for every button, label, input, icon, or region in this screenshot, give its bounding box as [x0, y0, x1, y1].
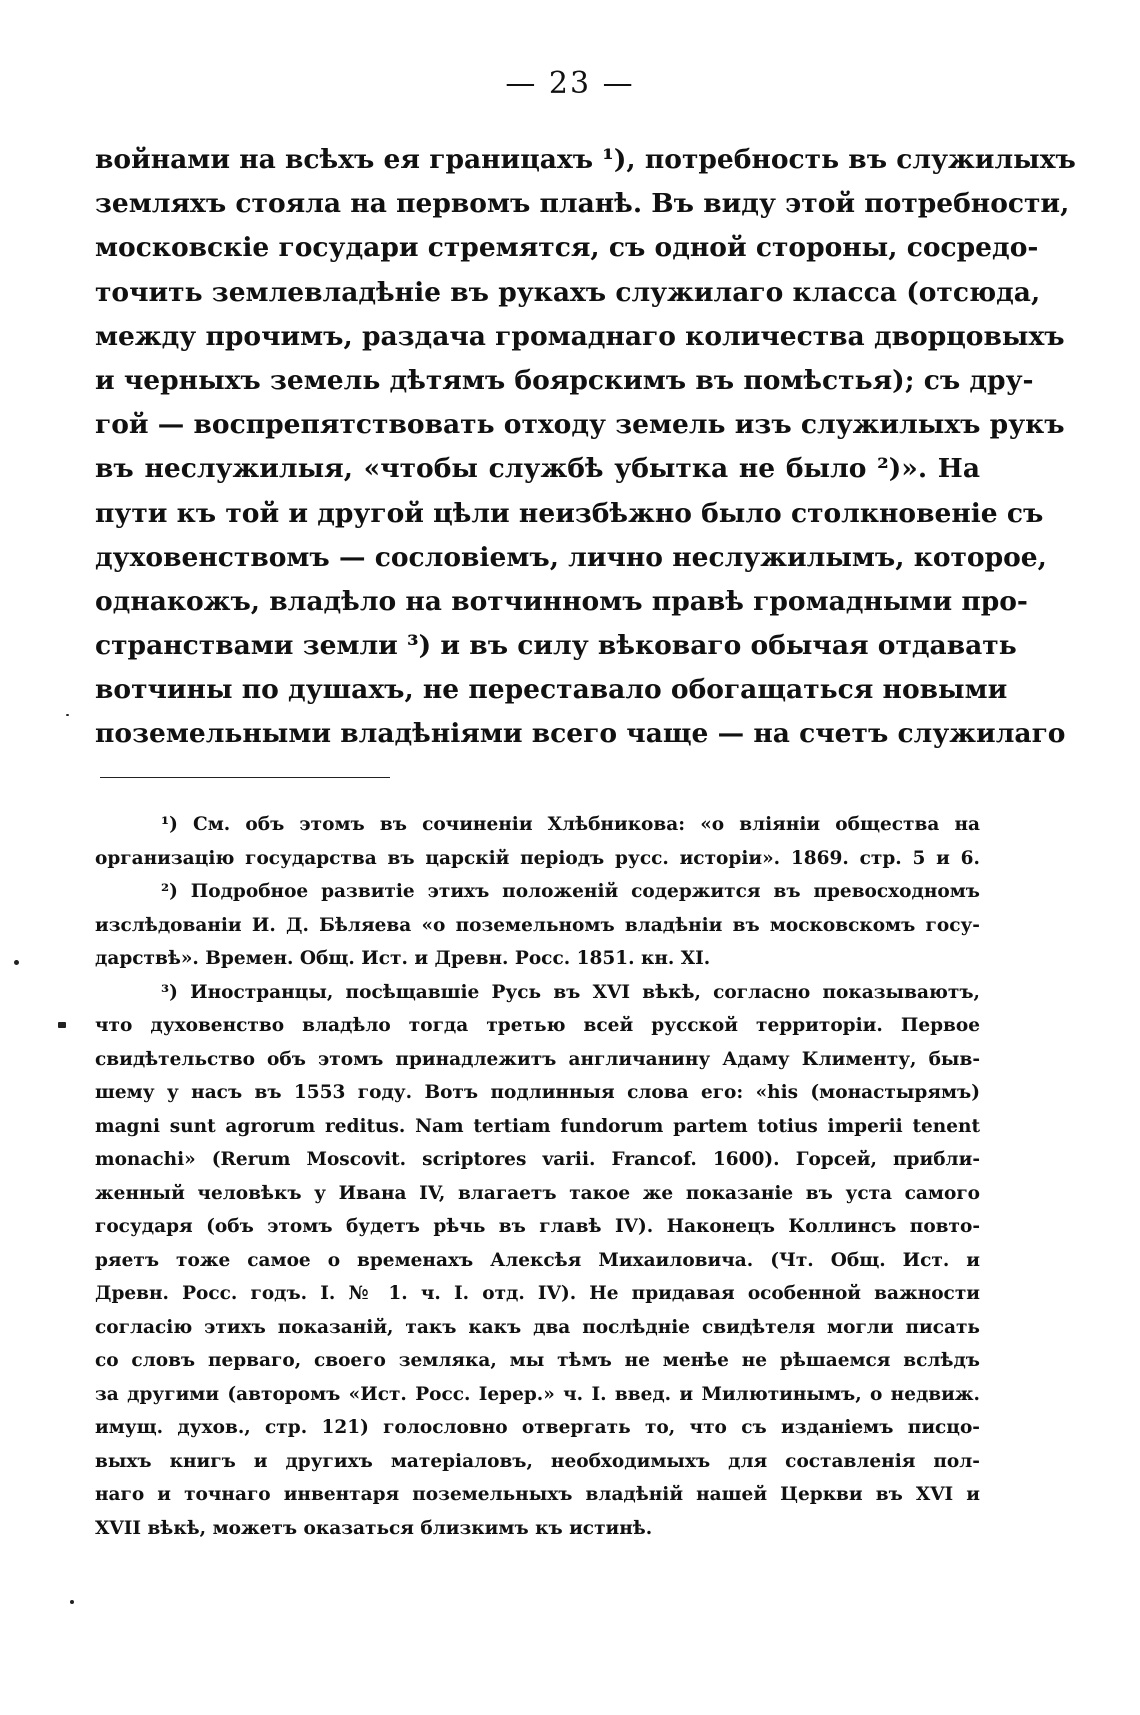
footnote-3-line: имущ. духов., стр. 121) голословно отвергать то, что съ изданіемъ писцо- — [95, 1417, 980, 1438]
footnote-3-line: monachi» (Rerum Moscovit. scriptores varii. Francof. 1600). Горсей, прибли- — [95, 1149, 980, 1170]
main-text-line: и черныхъ земель дѣтямъ боярскимъ въ помѣстья); съ дру- — [95, 364, 1034, 396]
footnote-3-line: что духовенство владѣло тогда третью всей русской территоріи. Первое — [95, 1015, 980, 1036]
footnote-separator-rule — [100, 777, 390, 778]
footnote-3-line: Древн. Росс. годъ. I. № 1. ч. I. отд. IV). Не придавая особенной важности — [95, 1283, 980, 1304]
main-text-line: московскіе государи стремятся, съ одной стороны, сосредо- — [95, 232, 1039, 264]
main-text-line: духовенствомъ — сословіемъ, лично неслужилымъ, которое, — [95, 541, 1047, 573]
footnote-2-line: ²) Подробное развитіе этихъ положеній содержится въ превосходномъ — [161, 881, 980, 902]
footnote-3-line: женный человѣкъ у Ивана IV, влагаетъ такое же показаніе въ уста самого — [95, 1182, 980, 1204]
main-text-line: гой — воспрепятствовать отходу земель изъ служилыхъ рукъ — [95, 409, 1065, 441]
footnote-2-line: изслѣдованіи И. Д. Бѣляева «о поземельномъ владѣніи въ московскомъ госу- — [95, 914, 980, 936]
footnote-3-line: ряетъ тоже самое о временахъ Алексѣя Михаиловича. (Чт. Общ. Ист. и — [95, 1249, 980, 1271]
main-text-line: въ неслужилыя, «чтобы службѣ убытка не было ²)». На — [95, 453, 980, 485]
main-text-line: однакожъ, владѣло на вотчинномъ правѣ громадными про- — [95, 585, 1028, 617]
main-text-line: вотчины по душахъ, не переставало обогащаться новыми — [95, 674, 1008, 706]
main-text-line: странствами земли ³) и въ силу вѣковаго обычая отдавать — [95, 630, 1017, 662]
footnote-3-line: шему у насъ въ 1553 году. Вотъ подлинныя слова его: «his (монастырямъ) — [95, 1082, 980, 1103]
footnote-1-line: организацію государства въ царскій періодъ русс. исторіи». 1869. стр. 5 и 6. — [95, 847, 980, 869]
main-text-line: между прочимъ, раздача громаднаго количества дворцовыхъ — [95, 320, 1065, 352]
main-text-block — [95, 138, 1076, 757]
footnote-3-line: государя (объ этомъ будетъ рѣчь въ главѣ IV). Наконецъ Коллинсъ повто- — [95, 1216, 980, 1237]
scan-speck — [14, 960, 19, 965]
main-text-line: пути къ той и другой цѣли неизбѣжно было столкновеніе съ — [95, 497, 1044, 529]
scan-speck — [70, 1600, 74, 1604]
footnote-1-line: ¹) См. объ этомъ въ сочиненіи Хлѣбникова: «о вліяніи общества на — [161, 814, 980, 835]
footnote-3-line: за другими (авторомъ «Ист. Росс. Iерер.» ч. I. введ. и Милютинымъ, о недвиж. — [95, 1383, 980, 1405]
main-text-line: поземельными владѣніями всего чаще — на счетъ служилаго — [95, 718, 1066, 750]
main-text-line: земляхъ стояла на первомъ планѣ. Въ виду этой потребности, — [95, 188, 1070, 220]
footnote-3-line: свидѣтельство объ этомъ принадлежитъ англичанину Адаму Клименту, быв- — [95, 1048, 980, 1070]
footnote-2-line: дарствѣ». Времен. Общ. Ист. и Древн. Росс. 1851. кн. XI. — [95, 948, 711, 969]
footnote-3-line: magni sunt agrorum reditus. Nam tertiam fundorum partem totius imperii tenent — [95, 1115, 980, 1137]
footnote-3-line: со словъ перваго, своего земляка, мы тѣмъ не менѣе не рѣшаемся вслѣдъ — [95, 1350, 980, 1371]
scan-speck — [58, 1022, 66, 1028]
footnote-3-line: ³) Иностранцы, посѣщавшіе Русь въ XVI вѣкѣ, согласно показываютъ, — [161, 981, 980, 1003]
page-number: — 23 — — [505, 66, 635, 101]
footnotes-block — [95, 808, 980, 1545]
footnote-3-line: выхъ книгъ и другихъ матеріаловъ, необходимыхъ для составленія пол- — [95, 1450, 980, 1472]
scan-speck — [66, 714, 69, 716]
main-text-line: точить землевладѣніе въ рукахъ служилаго класса (отсюда, — [95, 276, 1041, 308]
footnote-3-line: наго и точнаго инвентаря поземельныхъ владѣній нашей Церкви въ XVI и — [95, 1484, 980, 1505]
main-text-line: войнами на всѣхъ ея границахъ ¹), потребность въ служилыхъ — [95, 144, 1076, 175]
footnote-3-line: согласію этихъ показаній, такъ какъ два послѣдніе свидѣтеля могли писать — [95, 1316, 980, 1338]
footnote-3-line: XVII вѣкѣ, можетъ оказаться близкимъ къ истинѣ. — [95, 1517, 653, 1539]
